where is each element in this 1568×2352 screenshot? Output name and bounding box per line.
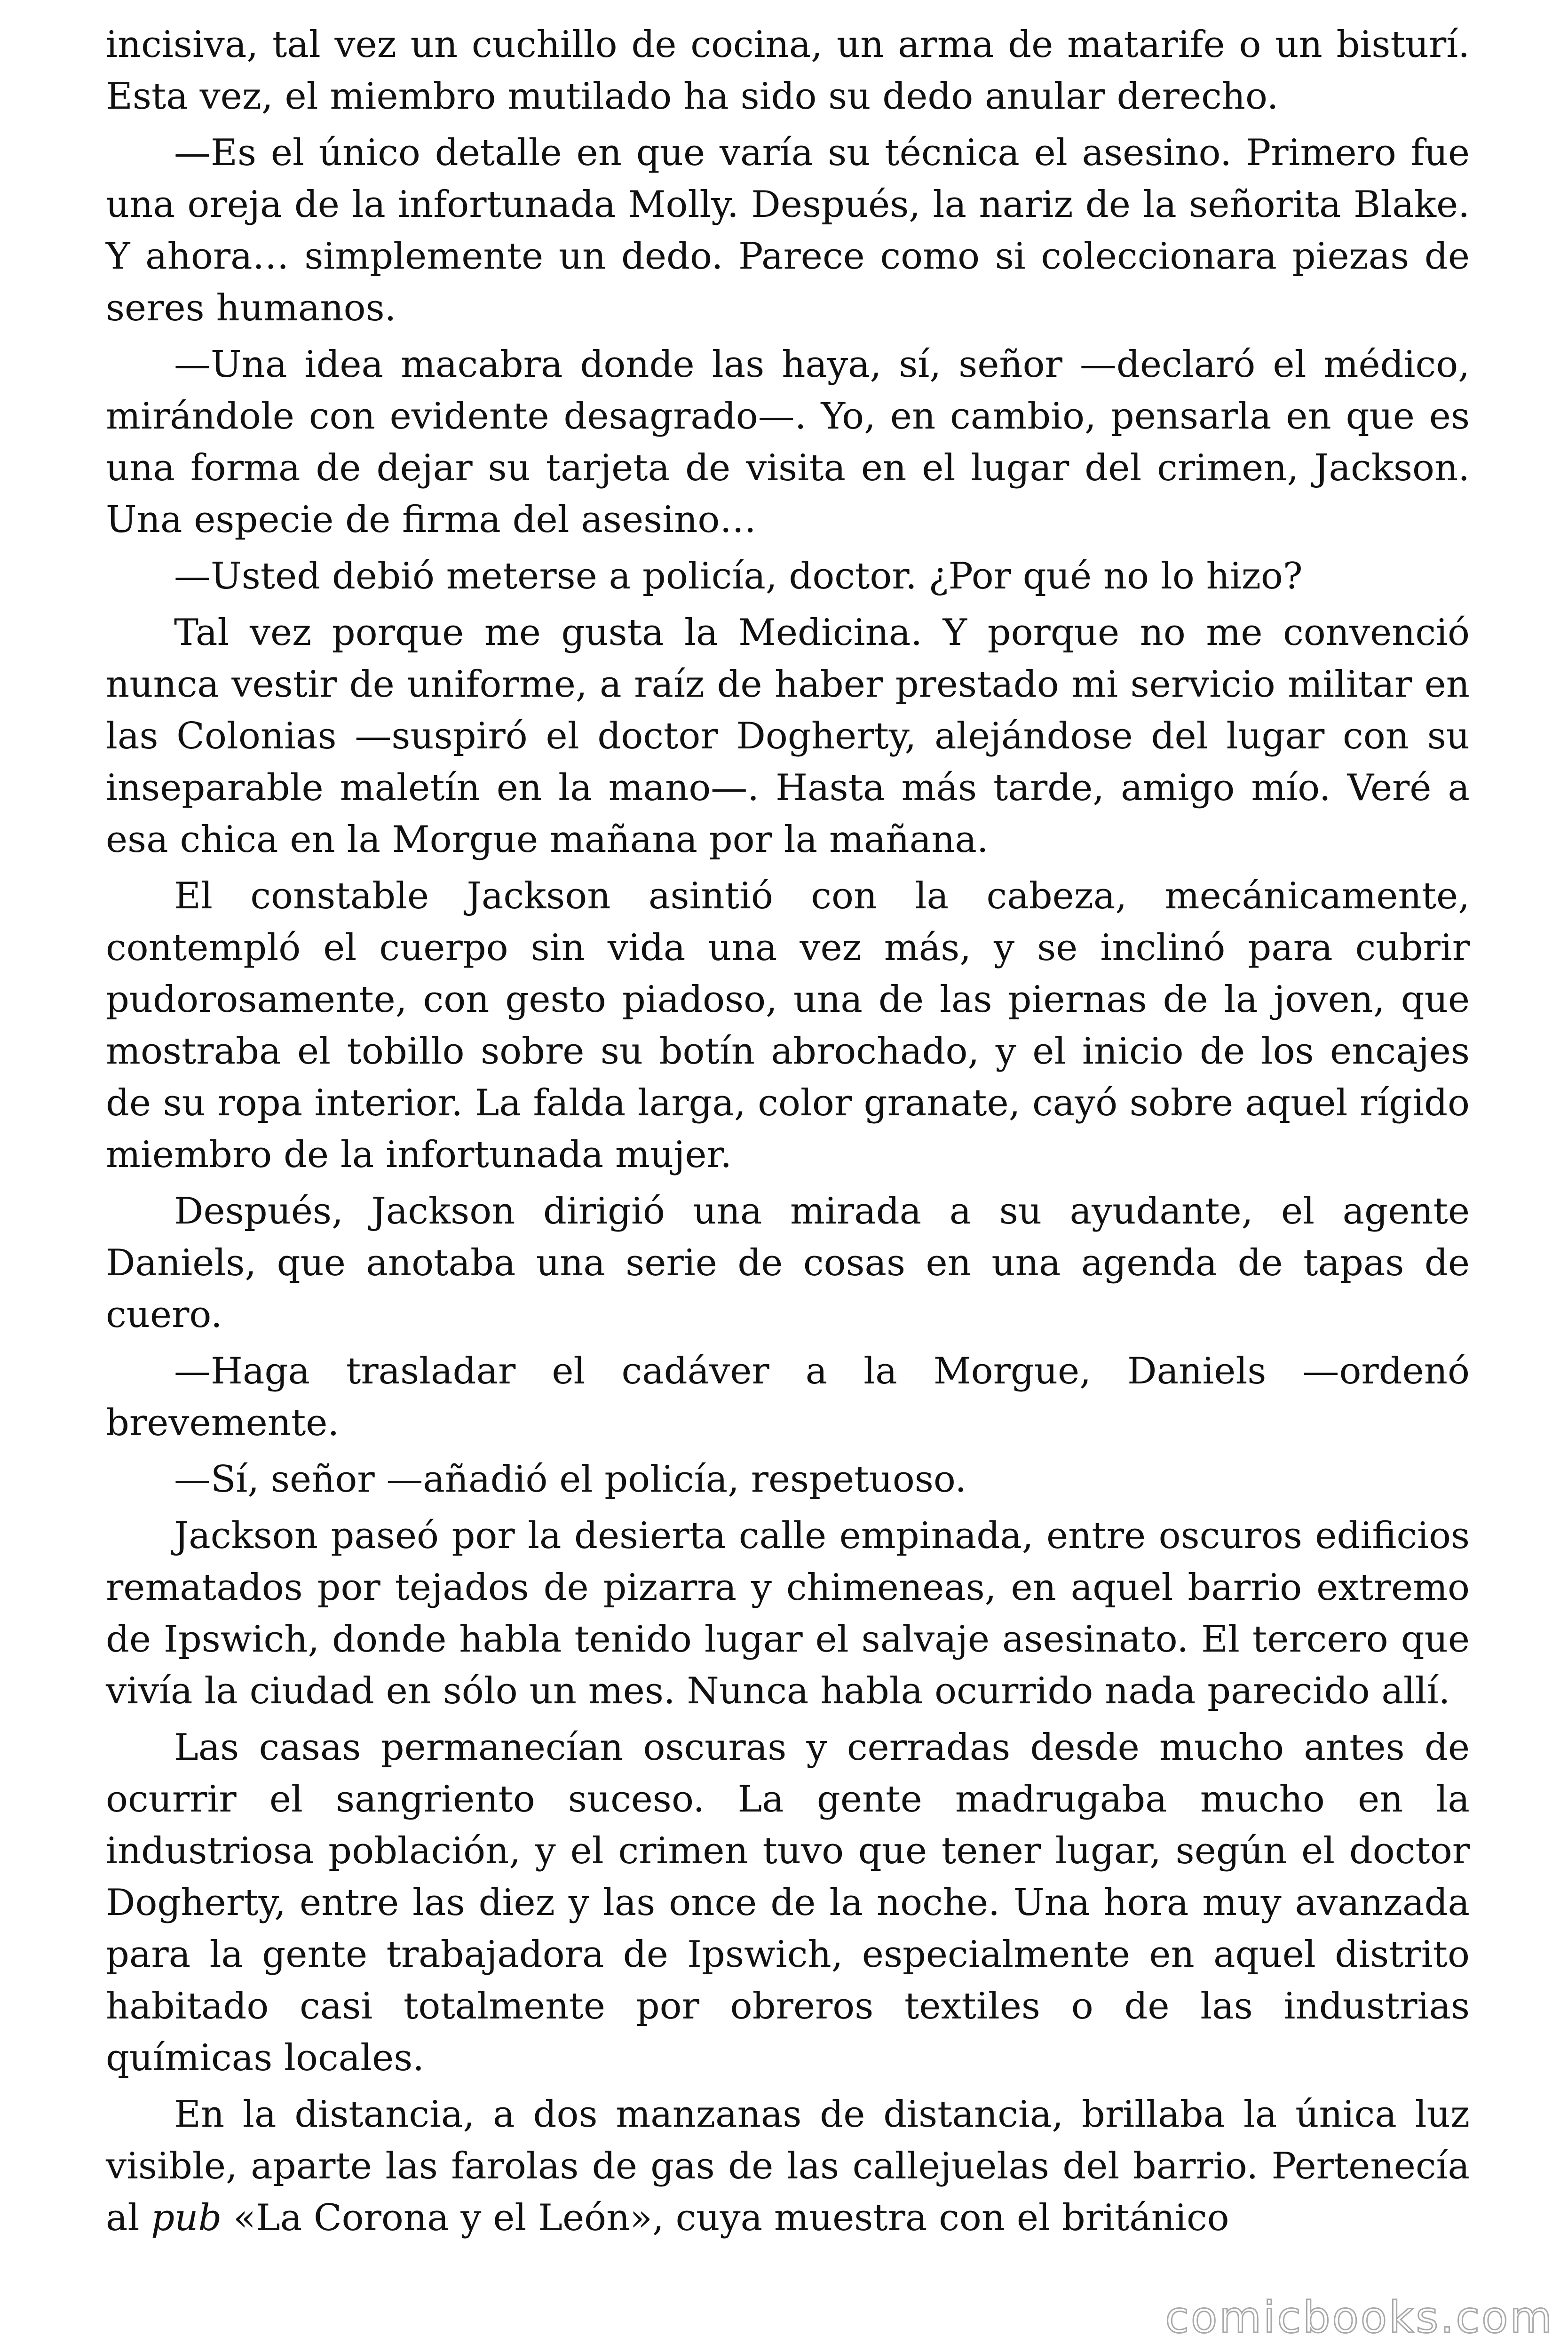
- italic-text: pub: [151, 2197, 222, 2239]
- paragraph: incisiva, tal vez un cuchillo de cocina, un arma de matarife o un bisturí. Esta vez, el miembro mutilado ha sido su dedo anular derecho.: [106, 24, 1470, 118]
- paragraph: El constable Jackson asintió con la cabeza, mecánicamente, contempló el cuerpo sin vida una vez más, y se inclinó para cubrir pudorosamente, con gesto piadoso, una de las piernas de la joven, que mostraba el tobillo sobre su botín abrochado, y el inicio de los encajes de su ropa interior. La falda larga, color granate, cayó sobre aquel rígido miembro de la infortunada mujer.: [106, 875, 1470, 1176]
- paragraph: Después, Jackson dirigió una mirada a su ayudante, el agente Daniels, que anotaba una serie de cosas en una agenda de tapas de cuero.: [106, 1190, 1470, 1336]
- paragraph-last: [106, 2089, 1470, 2244]
- paragraph: —Es el único detalle en que varía su técnica el asesino. Primero fue una oreja de la infortunada Molly. Después, la nariz de la señorita Blake. Y ahora… simplemente un dedo. Parece como si coleccionara piezas de seres humanos.: [106, 132, 1470, 329]
- paragraph: —Una idea macabra donde las haya, sí, señor —declaró el médico, mirándole con evidente desagrado—. Yo, en cambio, pensarla en que es una forma de dejar su tarjeta de visita en el lugar del crimen, Jackson. Una especie de firma del asesino…: [106, 343, 1470, 541]
- paragraph: Jackson paseó por la desierta calle empinada, entre oscuros edificios rematados por tejados de pizarra y chimeneas, en aquel barrio extremo de Ipswich, donde habla tenido lugar el salvaje asesinato. El tercero que vivía la ciudad en sólo un mes. Nunca habla ocurrido nada parecido allí.: [106, 1515, 1470, 1712]
- book-page: [106, 19, 1470, 2249]
- watermark: comicbooks.com: [1165, 2292, 1554, 2343]
- paragraph: —Sí, señor —añadió el policía, respetuoso.: [174, 1458, 967, 1501]
- paragraph: Las casas permanecían oscuras y cerradas desde mucho antes de ocurrir el sangriento suceso. La gente madrugaba mucho en la industriosa población, y el crimen tuvo que tener lugar, según el doctor Dogherty, entre las diez y las once de la noche. Una hora muy avanzada para la gente trabajadora de Ipswich, especialmente en aquel distrito habitado casi totalmente por obreros textiles o de las industrias químicas locales.: [106, 1726, 1470, 2079]
- text-run: «La Corona y el León», cuya muestra con el británico: [222, 2197, 1229, 2239]
- paragraph: —Haga trasladar el cadáver a la Morgue, Daniels —ordenó brevemente.: [106, 1350, 1470, 1444]
- paragraph: —Usted debió meterse a policía, doctor. ¿Por qué no lo hizo?: [174, 555, 1303, 597]
- paragraph: Tal vez porque me gusta la Medicina. Y porque no me convenció nunca vestir de uniforme, a raíz de haber prestado mi servicio militar en las Colonias —suspiró el doctor Dogherty, alejándose del lugar con su inseparable maletín en la mano—. Hasta más tarde, amigo mío. Veré a esa chica en la Morgue mañana por la mañana.: [106, 612, 1470, 861]
- text-run: En la distancia, a dos manzanas de distancia, brillaba la única luz visible, aparte las farolas de gas de las callejuelas del barrio. Pertenecía al: [106, 2093, 1470, 2239]
